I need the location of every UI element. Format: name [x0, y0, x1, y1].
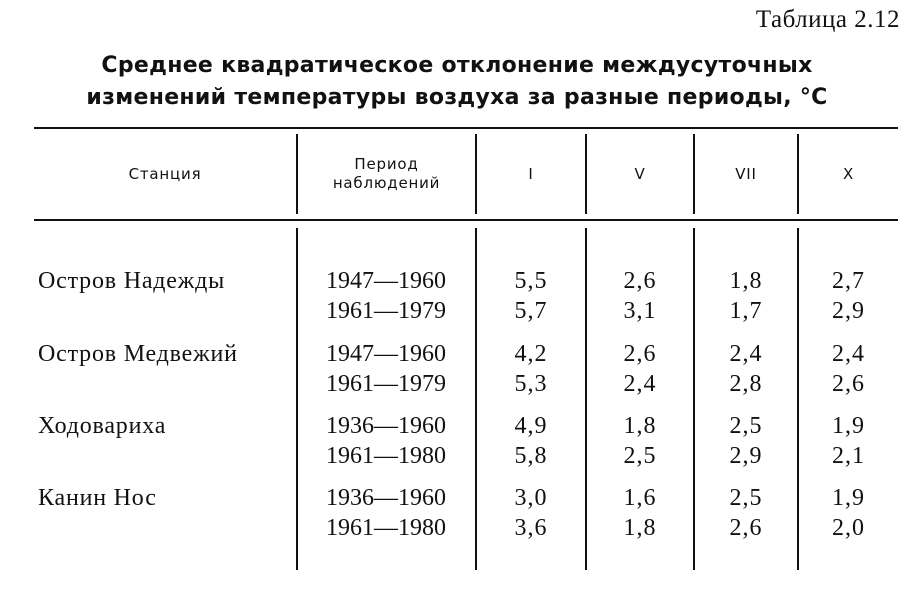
- header-period-label: [333, 155, 440, 193]
- top-rule: [34, 127, 898, 129]
- value-cell: 1,9: [832, 485, 865, 511]
- header-month-i-label: I: [528, 164, 534, 183]
- observation-period: 1961—1979: [326, 371, 446, 397]
- value-cell: 2,5: [623, 443, 657, 469]
- header-period: [298, 134, 475, 214]
- value-cell: 5,8: [514, 443, 548, 469]
- value-cell: 2,1: [832, 443, 865, 469]
- body-divider-1: [296, 228, 298, 570]
- value-cell: 2,0: [832, 515, 865, 541]
- value-cell: 2,6: [623, 268, 657, 294]
- value-cell: 2,5: [729, 485, 763, 511]
- value-cell: 2,9: [832, 298, 865, 324]
- value-cell: 4,9: [514, 413, 548, 439]
- station-name: Остров Надежды: [38, 268, 226, 294]
- value-cell: 1,6: [623, 485, 657, 511]
- value-cell: 1,9: [832, 413, 865, 439]
- header-month-x: [799, 134, 898, 214]
- observation-period: 1947—1960: [326, 268, 446, 294]
- header-month-v: [587, 134, 693, 214]
- value-cell: 2,8: [729, 371, 763, 397]
- value-cell: 2,5: [729, 413, 763, 439]
- value-cell: 5,3: [514, 371, 548, 397]
- observation-period: 1961—1980: [326, 515, 446, 541]
- table-caption: [0, 50, 914, 114]
- value-cell: 3,1: [623, 298, 657, 324]
- caption-line-1: Среднее квадратическое отклонение междусуточных: [101, 53, 813, 78]
- value-cell: 2,6: [729, 515, 763, 541]
- header-month-v-label: V: [634, 164, 646, 183]
- header-month-x-label: X: [842, 164, 855, 183]
- value-cell: 2,4: [832, 341, 865, 367]
- header-month-vii-label: VII: [735, 164, 757, 183]
- value-cell: 2,4: [623, 371, 657, 397]
- value-cell: 2,6: [623, 341, 657, 367]
- header-month-i: [477, 134, 585, 214]
- value-cell: 2,6: [832, 371, 865, 397]
- station-name: Остров Медвежий: [38, 341, 238, 367]
- observation-period: 1947—1960: [326, 341, 446, 367]
- value-cell: 1,7: [729, 298, 763, 324]
- station-name: Канин Нос: [38, 485, 157, 511]
- header-period-line-2: наблюдений: [332, 174, 441, 192]
- value-cell: 1,8: [623, 413, 657, 439]
- header-month-vii: [695, 134, 797, 214]
- observation-period: 1961—1980: [326, 443, 446, 469]
- observation-period: 1961—1979: [326, 298, 446, 324]
- value-cell: 2,4: [729, 341, 763, 367]
- header-period-line-1: Период: [354, 155, 419, 173]
- header-station: [34, 134, 296, 214]
- value-cell: 5,7: [514, 298, 548, 324]
- header-station-label: Станция: [128, 164, 202, 183]
- value-cell: 2,7: [832, 268, 865, 294]
- value-cell: 3,0: [514, 485, 548, 511]
- observation-period: 1936—1960: [326, 485, 446, 511]
- value-cell: 3,6: [514, 515, 548, 541]
- value-cell: 1,8: [623, 515, 657, 541]
- caption-line-2: изменений температуры воздуха за разные периоды, °C: [86, 85, 828, 110]
- value-cell: 2,9: [729, 443, 763, 469]
- header-rule: [34, 219, 898, 221]
- observation-period: 1936—1960: [326, 413, 446, 439]
- table-number: Таблица 2.12: [755, 6, 900, 33]
- value-cell: 4,2: [514, 341, 548, 367]
- value-cell: 5,5: [514, 268, 548, 294]
- station-name: Ходовариха: [38, 413, 167, 439]
- value-cell: 1,8: [729, 268, 763, 294]
